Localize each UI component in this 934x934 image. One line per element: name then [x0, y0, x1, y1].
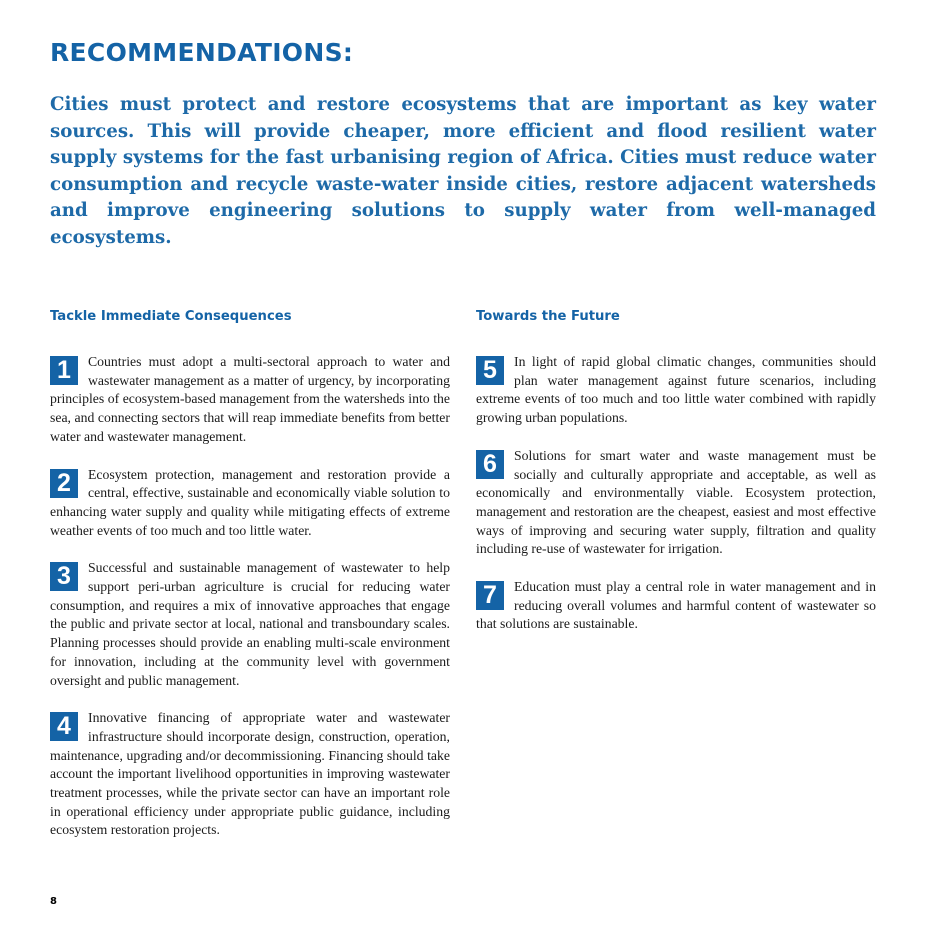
recommendation-text: Education must play a central role in water management and in reducing overall volumes and harmful content of wastewater so that solutions are sustainable.	[476, 579, 876, 632]
page-heading: RECOMMENDATIONS:	[50, 38, 354, 67]
recommendation-text: Innovative financing of appropriate water and wastewater infrastructure should incorporate design, construction, operation, maintenance, upgrading and/or decommissioning. Financing should take account the important livelihood opportunities in improving wastewater treatment processes, while the private sector can have an important role in operational efficiency under appropriate public guidance, including ecosystem restoration projects.	[50, 710, 450, 838]
recommendation-number: 1	[50, 356, 78, 385]
recommendation-number: 7	[476, 581, 504, 610]
recommendation-item	[50, 559, 450, 690]
left-column	[50, 308, 450, 859]
recommendation-number: 2	[50, 469, 78, 498]
recommendation-text: Ecosystem protection, management and restoration provide a central, effective, sustainable and economically viable solution to enhancing water supply and quality while mitigating effects of extreme weather events of too much and too little water.	[50, 466, 450, 538]
recommendation-item	[50, 709, 450, 840]
left-column-title: Tackle Immediate Consequences	[50, 309, 292, 324]
recommendation-number: 4	[50, 712, 78, 741]
recommendation-number: 6	[476, 450, 504, 479]
right-column	[476, 308, 876, 653]
recommendation-number: 3	[50, 562, 78, 591]
recommendation-number: 5	[476, 356, 504, 385]
intro-paragraph: Cities must protect and restore ecosystems that are important as key water sources. This will provide cheaper, more efficient and flood resilient water supply systems for the fast urbanising region of Africa. Cities must reduce water consumption and recycle waste-water inside cities, restore adjacent watersheds and improve engineering solutions to supply water from well-managed ecosystems.	[50, 94, 876, 248]
recommendation-text: Solutions for smart water and waste management must be socially and culturally appropriate and acceptable, as well as economically and environmentally viable. Ecosystem protection, management and restoration are the cheapest, easiest and most effective ways of improving and securing water supply, filtration and quality including re-use of wastewater for irrigation.	[476, 447, 876, 557]
recommendation-item	[476, 578, 876, 634]
recommendation-item	[476, 447, 876, 559]
recommendation-item	[50, 466, 450, 541]
recommendation-text: In light of rapid global climatic changes, communities should plan water management against future scenarios, including extreme events of too much and too little water combined with rapidly growing urban populations.	[476, 354, 876, 426]
recommendation-text: Successful and sustainable management of wastewater to help support peri-urban agriculture is crucial for reducing water consumption, and requires a mix of innovative approaches that engage the public and private sector at local, national and transboundary scales. Planning processes should provide an enabling multi-scale environment for innovation, including at the community level with government oversight and public management.	[50, 560, 450, 688]
right-column-title: Towards the Future	[476, 309, 620, 324]
recommendation-item	[50, 353, 450, 447]
recommendation-item	[476, 353, 876, 428]
page-number: 8	[50, 896, 57, 907]
recommendation-text: Countries must adopt a multi-sectoral approach to water and wastewater management as a matter of urgency, by incorporating principles of ecosystem-based management from the watersheds into the sea, and connecting sectors that will reap immediate benefits from better water and wastewater management.	[50, 354, 450, 444]
